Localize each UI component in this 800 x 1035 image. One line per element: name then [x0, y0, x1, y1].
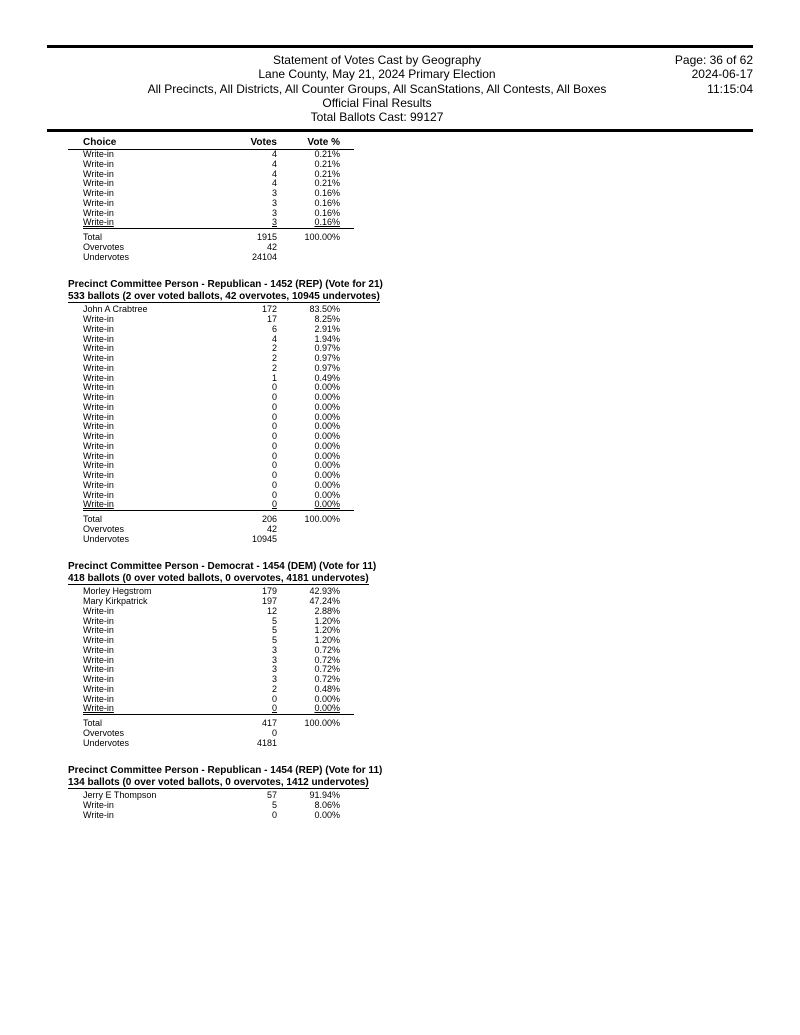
choice-name: Write-in	[83, 197, 114, 208]
overvotes-row-label: Overvotes	[83, 523, 125, 534]
choice-votes: 2	[271, 343, 277, 354]
choice-vote-pct: 0.00%	[314, 470, 340, 480]
choice-votes: 4	[271, 168, 277, 179]
choice-vote-pct: 0.21%	[314, 178, 340, 189]
overvotes-row-votes: 42	[266, 523, 277, 534]
overvotes-row	[68, 729, 488, 739]
choice-vote-pct: 91.94%	[309, 790, 340, 801]
total-row-label: Total	[83, 718, 103, 728]
report-header	[47, 53, 707, 124]
result-row	[68, 354, 488, 364]
choice-vote-pct: 0.00%	[314, 440, 340, 451]
total-row-votes: 1915	[256, 232, 277, 242]
header-rule-bottom	[47, 129, 753, 132]
contest-ballot-summary: 418 ballots (0 over voted ballots, 0 overvotes, 4181 undervotes)	[68, 572, 369, 584]
choice-votes: 3	[271, 207, 277, 218]
choice-name: Write-in	[83, 615, 114, 626]
choice-name: Write-in	[83, 207, 114, 218]
choice-votes: 0	[271, 411, 277, 422]
choice-name: Write-in	[83, 382, 114, 393]
contest-ballot-summary: 533 ballots (2 over voted ballots, 42 overvotes, 10945 undervotes)	[68, 290, 380, 302]
choice-vote-pct: 0.97%	[314, 362, 340, 373]
overvotes-row-votes: 0	[271, 727, 277, 738]
overvotes-row	[68, 525, 488, 535]
choice-votes: 6	[271, 323, 277, 334]
choice-name: Write-in	[83, 683, 114, 694]
result-row	[68, 646, 488, 656]
choice-name: Write-in	[83, 809, 114, 820]
result-row	[68, 189, 488, 199]
total-rule	[83, 714, 354, 715]
choice-name: Write-in	[83, 440, 114, 451]
contest-title: Precinct Committee Person - Democrat - 1454 (DEM) (Vote for 11)	[68, 561, 377, 573]
contest-title: Precinct Committee Person - Republican - 1452 (REP) (Vote for 21)	[68, 279, 383, 291]
choice-name: Write-in	[83, 479, 114, 490]
choice-vote-pct: 0.00%	[314, 489, 340, 500]
choice-name: Jerry E Thompson	[83, 790, 157, 801]
choice-name: Write-in	[83, 654, 114, 665]
choice-votes: 5	[271, 800, 277, 810]
result-row	[68, 471, 488, 481]
choice-name: Write-in	[83, 353, 114, 363]
result-row	[68, 695, 488, 705]
undervotes-row	[68, 535, 488, 545]
choice-name: Write-in	[83, 674, 114, 684]
choice-votes: 4	[271, 178, 277, 189]
choice-name: Write-in	[83, 188, 114, 198]
choice-name: Write-in	[83, 149, 114, 159]
result-row	[68, 393, 488, 403]
choice-votes: 0	[271, 401, 277, 412]
choice-vote-pct: 1.20%	[314, 635, 340, 645]
choice-votes: 0	[271, 479, 277, 490]
choice-name: Write-in	[83, 703, 114, 714]
choice-name: Write-in	[83, 372, 114, 383]
choice-vote-pct: 0.97%	[314, 353, 340, 363]
election-name: Lane County, May 21, 2024 Primary Election	[258, 67, 496, 82]
results-status: Official Final Results	[322, 95, 432, 110]
result-row	[68, 452, 488, 462]
result-row	[68, 383, 488, 393]
choice-votes: 12	[266, 605, 277, 616]
choice-votes: 0	[271, 460, 277, 471]
result-row	[68, 170, 488, 180]
total-rule	[83, 228, 354, 229]
choice-votes: 3	[271, 197, 277, 208]
report-time: 11:15:04	[707, 81, 753, 96]
total-row-votes: 417	[261, 718, 277, 728]
total-row-pct: 100.00%	[304, 514, 340, 524]
choice-votes: 5	[271, 615, 277, 626]
result-row	[68, 665, 488, 675]
undervotes-row	[68, 253, 488, 263]
result-row	[68, 179, 488, 189]
choice-votes: 4	[271, 158, 277, 169]
choice-vote-pct: 0.16%	[314, 207, 340, 218]
result-row	[68, 811, 488, 821]
choice-votes: 0	[271, 382, 277, 393]
result-row	[68, 675, 488, 685]
result-row	[68, 199, 488, 209]
result-row	[68, 607, 488, 617]
choice-vote-pct: 0.16%	[314, 217, 340, 228]
result-row	[68, 422, 488, 432]
total-row	[68, 719, 488, 729]
choice-vote-pct: 8.06%	[314, 800, 340, 810]
choice-vote-pct: 0.00%	[314, 703, 340, 714]
result-row	[68, 704, 488, 714]
result-row	[68, 481, 488, 491]
undervotes-row-votes: 4181	[256, 737, 277, 748]
total-row-label: Total	[83, 514, 103, 524]
choice-vote-pct: 0.21%	[314, 149, 340, 159]
choice-vote-pct: 47.24%	[309, 596, 340, 606]
choice-vote-pct: 0.00%	[314, 499, 340, 510]
choice-name: Write-in	[83, 499, 114, 510]
choice-vote-pct: 83.50%	[309, 304, 340, 315]
choice-vote-pct: 0.00%	[314, 479, 340, 490]
choice-name: Write-in	[83, 489, 114, 500]
choice-votes: 1	[271, 372, 277, 383]
choice-vote-pct: 0.00%	[314, 431, 340, 441]
choice-vote-pct: 42.93%	[309, 586, 340, 597]
choice-votes: 0	[271, 450, 277, 461]
choice-votes: 179	[261, 586, 277, 597]
result-row	[68, 403, 488, 413]
choice-vote-pct: 1.94%	[314, 333, 340, 344]
total-row	[68, 233, 488, 243]
choice-vote-pct: 8.25%	[314, 314, 340, 324]
result-row	[68, 636, 488, 646]
choice-vote-pct: 0.72%	[314, 644, 340, 655]
choice-vote-pct: 0.00%	[314, 450, 340, 461]
choice-votes: 0	[271, 470, 277, 480]
choice-name: Write-in	[83, 158, 114, 169]
page-number: Page: 36 of 62	[674, 53, 753, 67]
undervotes-row-votes: 10945	[251, 533, 277, 544]
choice-name: Write-in	[83, 800, 114, 810]
choice-name: Write-in	[83, 314, 114, 324]
result-row	[68, 325, 488, 335]
choice-vote-pct: 0.72%	[314, 674, 340, 684]
overvotes-row	[68, 243, 488, 253]
choice-votes: 4	[271, 149, 277, 159]
choice-name: Write-in	[83, 664, 114, 675]
choice-name: Write-in	[83, 392, 114, 402]
contest-section	[68, 765, 488, 820]
choice-votes: 0	[271, 440, 277, 451]
choice-vote-pct: 2.91%	[314, 323, 340, 334]
total-ballots-cast: Total Ballots Cast: 99127	[310, 110, 444, 125]
choice-name: Write-in	[83, 401, 114, 412]
choice-votes: 0	[271, 809, 277, 820]
result-row	[68, 374, 488, 384]
choice-name: Write-in	[83, 450, 114, 461]
overvotes-row-votes: 42	[266, 241, 277, 252]
choice-name: Write-in	[83, 178, 114, 189]
choice-vote-pct: 0.49%	[314, 372, 340, 383]
choice-votes: 3	[271, 217, 277, 228]
choice-vote-pct: 0.48%	[314, 683, 340, 694]
continued-contest	[68, 150, 488, 262]
choice-name: Write-in	[83, 470, 114, 480]
choice-vote-pct: 1.20%	[314, 625, 340, 636]
choice-votes: 0	[271, 703, 277, 714]
report-meta	[675, 53, 753, 96]
choice-vote-pct: 0.00%	[314, 460, 340, 471]
total-row-pct: 100.00%	[304, 232, 340, 242]
choice-vote-pct: 0.21%	[314, 158, 340, 169]
total-row-votes: 206	[261, 514, 277, 524]
report-title: Statement of Votes Cast by Geography	[272, 53, 482, 67]
result-row	[68, 461, 488, 471]
choice-votes: 3	[271, 188, 277, 198]
contest-sections	[68, 262, 488, 820]
result-row	[68, 150, 488, 160]
choice-vote-pct: 0.00%	[314, 382, 340, 393]
choice-vote-pct: 0.97%	[314, 343, 340, 354]
choice-votes: 2	[271, 362, 277, 373]
choice-name: Write-in	[83, 693, 114, 704]
choice-vote-pct: 1.20%	[314, 615, 340, 626]
choice-vote-pct: 0.00%	[314, 411, 340, 422]
choice-votes: 3	[271, 674, 277, 684]
choice-votes: 5	[271, 625, 277, 636]
result-row	[68, 305, 488, 315]
result-row	[68, 335, 488, 345]
column-votes: Votes	[250, 137, 277, 148]
result-row	[68, 315, 488, 325]
contest-section	[68, 279, 488, 544]
choice-name: Write-in	[83, 625, 114, 636]
choice-name: Write-in	[83, 421, 114, 432]
choice-vote-pct: 0.00%	[314, 809, 340, 820]
choice-name: Write-in	[83, 411, 114, 422]
choice-votes: 4	[271, 333, 277, 344]
result-row	[68, 413, 488, 423]
result-row	[68, 626, 488, 636]
choice-votes: 5	[271, 635, 277, 645]
choice-votes: 0	[271, 499, 277, 510]
choice-name: Morley Hegstrom	[83, 586, 152, 597]
column-vote-pct: Vote %	[307, 137, 340, 148]
choice-name: Write-in	[83, 362, 114, 373]
choice-name: Write-in	[83, 644, 114, 655]
choice-name: Write-in	[83, 168, 114, 179]
result-row	[68, 218, 488, 228]
choice-vote-pct: 0.00%	[314, 693, 340, 704]
result-row	[68, 364, 488, 374]
choice-votes: 0	[271, 421, 277, 432]
result-row	[68, 442, 488, 452]
result-row	[68, 344, 488, 354]
undervotes-row-votes: 24104	[251, 251, 277, 262]
contest-ballot-summary: 134 ballots (0 over voted ballots, 0 overvotes, 1412 undervotes)	[68, 776, 369, 788]
choice-name: Write-in	[83, 323, 114, 334]
header-rule-top	[47, 45, 753, 48]
total-rule	[83, 510, 354, 511]
results-content	[68, 137, 488, 821]
choice-vote-pct: 0.16%	[314, 197, 340, 208]
result-row	[68, 685, 488, 695]
choice-vote-pct: 2.88%	[314, 605, 340, 616]
choice-votes: 17	[266, 314, 277, 324]
choice-name: Write-in	[83, 431, 114, 441]
report-date: 2024-06-17	[691, 67, 753, 82]
choice-vote-pct: 0.00%	[314, 401, 340, 412]
result-row	[68, 209, 488, 219]
choice-vote-pct: 0.00%	[314, 421, 340, 432]
choice-vote-pct: 0.16%	[314, 188, 340, 198]
choice-vote-pct: 0.72%	[314, 654, 340, 665]
choice-votes: 0	[271, 693, 277, 704]
overvotes-row-label: Overvotes	[83, 727, 125, 738]
contest-section	[68, 561, 488, 748]
choice-name: Write-in	[83, 343, 114, 354]
result-row	[68, 617, 488, 627]
result-row	[68, 656, 488, 666]
choice-votes: 0	[271, 392, 277, 402]
choice-vote-pct: 0.72%	[314, 664, 340, 675]
choice-votes: 57	[266, 790, 277, 801]
result-row	[68, 432, 488, 442]
total-row-label: Total	[83, 232, 103, 242]
choice-votes: 2	[271, 683, 277, 694]
overvotes-row-label: Overvotes	[83, 241, 125, 252]
choice-name: Write-in	[83, 460, 114, 471]
total-row	[68, 515, 488, 525]
result-row	[68, 500, 488, 510]
result-row	[68, 491, 488, 501]
contest-title: Precinct Committee Person - Republican - 1454 (REP) (Vote for 11)	[68, 765, 383, 777]
choice-votes: 2	[271, 353, 277, 363]
choice-name: Write-in	[83, 217, 114, 228]
choice-name: Mary Kirkpatrick	[83, 596, 148, 606]
report-scope: All Precincts, All Districts, All Counter Groups, All ScanStations, All Contests, All Boxes	[147, 81, 607, 96]
result-row	[68, 791, 488, 801]
choice-name: Write-in	[83, 333, 114, 344]
choice-votes: 0	[271, 431, 277, 441]
undervotes-row-label: Undervotes	[83, 251, 130, 262]
choice-votes: 197	[261, 596, 277, 606]
total-row-pct: 100.00%	[304, 718, 340, 728]
choice-name: John A Crabtree	[83, 304, 148, 315]
choice-votes: 3	[271, 644, 277, 655]
undervotes-row-label: Undervotes	[83, 533, 130, 544]
result-row	[68, 801, 488, 811]
choice-votes: 3	[271, 664, 277, 675]
column-choice: Choice	[83, 137, 117, 148]
choice-vote-pct: 0.21%	[314, 168, 340, 179]
choice-vote-pct: 0.00%	[314, 392, 340, 402]
undervotes-row-label: Undervotes	[83, 737, 130, 748]
choice-votes: 172	[261, 304, 277, 315]
choice-name: Write-in	[83, 605, 114, 616]
choice-name: Write-in	[83, 635, 114, 645]
result-row	[68, 160, 488, 170]
choice-votes: 0	[271, 489, 277, 500]
choice-votes: 3	[271, 654, 277, 665]
undervotes-row	[68, 739, 488, 749]
result-row	[68, 597, 488, 607]
